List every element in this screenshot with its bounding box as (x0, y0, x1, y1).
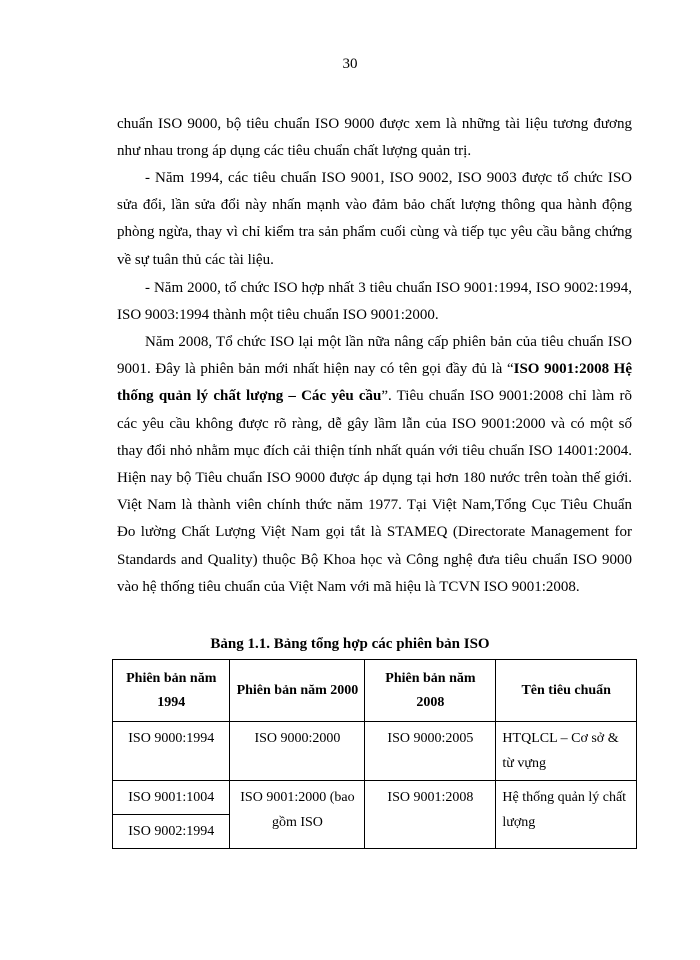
cell: Hệ thống quản lý chất lượng (496, 781, 637, 849)
table-row (113, 781, 637, 815)
paragraph-1 (117, 111, 632, 165)
cell: ISO 9000:1994 (113, 722, 230, 781)
paragraph-1-text: chuẩn ISO 9000, bộ tiêu chuẩn ISO 9000 được xem là những tài liệu tương đương như nhau trong áp dụng các tiêu chuẩn chất lượng quản trị. (117, 116, 632, 160)
paragraph-4 (117, 329, 632, 601)
table-row (113, 722, 637, 781)
page-number: 30 (342, 56, 358, 72)
header-1994: Phiên bản năm 1994 (113, 660, 230, 722)
paragraph-4-part-b: ”. Tiêu chuẩn ISO 9001:2008 chỉ làm rõ các yêu cầu không được rõ ràng, dễ gây lầm lẫn của ISO 9001:2000 và có một số thay đổi nhỏ nhằm mục đích cải thiện tính nhất quán với tiêu chuẩn ISO 14001:2004. Hiện nay bộ Tiêu chuẩn ISO 9000 được áp dụng tại hơn 180 nước trên toàn thế giới. Việt Nam là thành viên chính thức năm 1977. Tại Việt Nam,Tổng Cục Tiêu Chuẩn Đo lường Chất Lượng Việt Nam gọi tắt là STAMEQ (Directorate Management for Standards and Quality) thuộc Bộ Khoa học và Công nghệ đưa tiêu chuẩn ISO 9000 vào hệ thống tiêu chuẩn của Việt Nam với mã hiệu là TCVN ISO 9001:2008. (117, 388, 632, 595)
standard-full-name: ISO 9001:2008 Hệ thống quản lý chất lượng – Các yêu cầu (117, 361, 633, 405)
header-standard-name: Tên tiêu chuẩn (496, 660, 637, 722)
table-header-row (113, 660, 637, 722)
cell: HTQLCL – Cơ sở & từ vựng (496, 722, 637, 781)
iso-versions-table (112, 659, 637, 849)
cell: ISO 9000:2000 (230, 722, 365, 781)
paragraph-2 (117, 165, 632, 274)
paragraph-4-text (117, 329, 632, 601)
cell: ISO 9001:2000 (bao gồm ISO (230, 781, 365, 849)
paragraph-4-part-a: Năm 2008, Tổ chức ISO lại một lần nữa nâng cấp phiên bản của tiêu chuẩn ISO 9001. Đây là phiên bản mới nhất hiện nay có tên gọi đầy đủ là “ (117, 334, 632, 378)
paragraph-2-text: - Năm 1994, các tiêu chuẩn ISO 9001, ISO 9002, ISO 9003 được tổ chức ISO sửa đổi, lần sửa đổi này nhấn mạnh vào đảm bảo chất lượng thông qua hành động phòng ngừa, thay vì chỉ kiểm tra sản phẩm cuối cùng và tiếp tục yêu cầu bằng chứng về sự tuân thủ các tài liệu. (117, 170, 632, 268)
cell: ISO 9000:2005 (365, 722, 496, 781)
cell: ISO 9001:2008 (365, 781, 496, 849)
paragraph-3-text: - Năm 2000, tổ chức ISO hợp nhất 3 tiêu chuẩn ISO 9001:1994, ISO 9002:1994, ISO 9003:1994 thành một tiêu chuẩn ISO 9001:2000. (117, 280, 632, 324)
table-caption: Bảng 1.1. Bảng tổng hợp các phiên bản ISO (210, 636, 490, 652)
header-2008: Phiên bản năm 2008 (365, 660, 496, 722)
header-2000: Phiên bản năm 2000 (230, 660, 365, 722)
cell: ISO 9002:1994 (113, 815, 230, 849)
cell: ISO 9001:1004 (113, 781, 230, 815)
paragraph-3 (117, 275, 632, 329)
